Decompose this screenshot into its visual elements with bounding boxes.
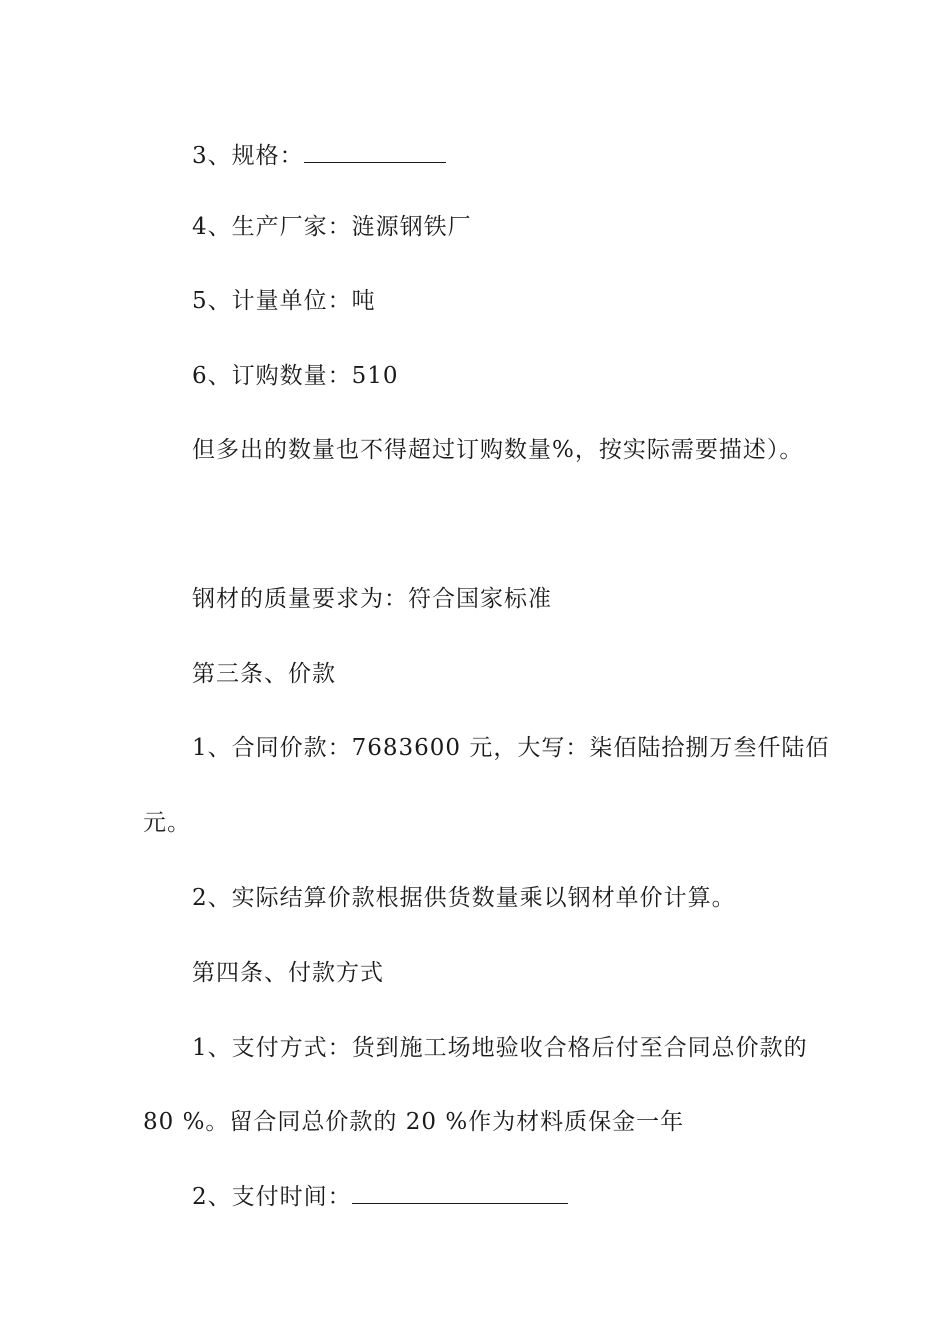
article-three-heading: 第三条、价款 bbox=[192, 661, 336, 687]
unit-line: 5、计量单位：吨 bbox=[192, 288, 376, 314]
quantity-line: 6、订购数量：510 bbox=[192, 363, 399, 389]
article-four-heading: 第四条、付款方式 bbox=[192, 960, 384, 986]
contract-price-continuation: 元。 bbox=[143, 810, 191, 836]
payment-method-continuation: 80 %。留合同总价款的 20 %作为材料质保金一年 bbox=[143, 1109, 685, 1135]
spec-label: 3、规格： bbox=[192, 143, 304, 169]
contract-price-line: 1、合同价款：7683600 元，大写：柒佰陆拾捌万叁仟陆佰 bbox=[192, 735, 830, 761]
settlement-price-line: 2、实际结算价款根据供货数量乘以钢材单价计算。 bbox=[192, 885, 736, 911]
payment-method-line: 1、支付方式：货到施工场地验收合格后付至合同总价款的 bbox=[192, 1035, 808, 1061]
quality-requirement-line: 钢材的质量要求为：符合国家标准 bbox=[192, 586, 552, 612]
payment-time-blank bbox=[352, 1181, 568, 1204]
manufacturer-line: 4、生产厂家：涟源钢铁厂 bbox=[192, 214, 472, 240]
payment-time-line bbox=[192, 1181, 568, 1212]
spec-blank bbox=[304, 140, 446, 163]
payment-time-label: 2、支付时间： bbox=[192, 1184, 352, 1210]
quantity-note-line: 但多出的数量也不得超过订购数量%，按实际需要描述）。 bbox=[192, 437, 804, 463]
spec-line bbox=[192, 140, 446, 171]
